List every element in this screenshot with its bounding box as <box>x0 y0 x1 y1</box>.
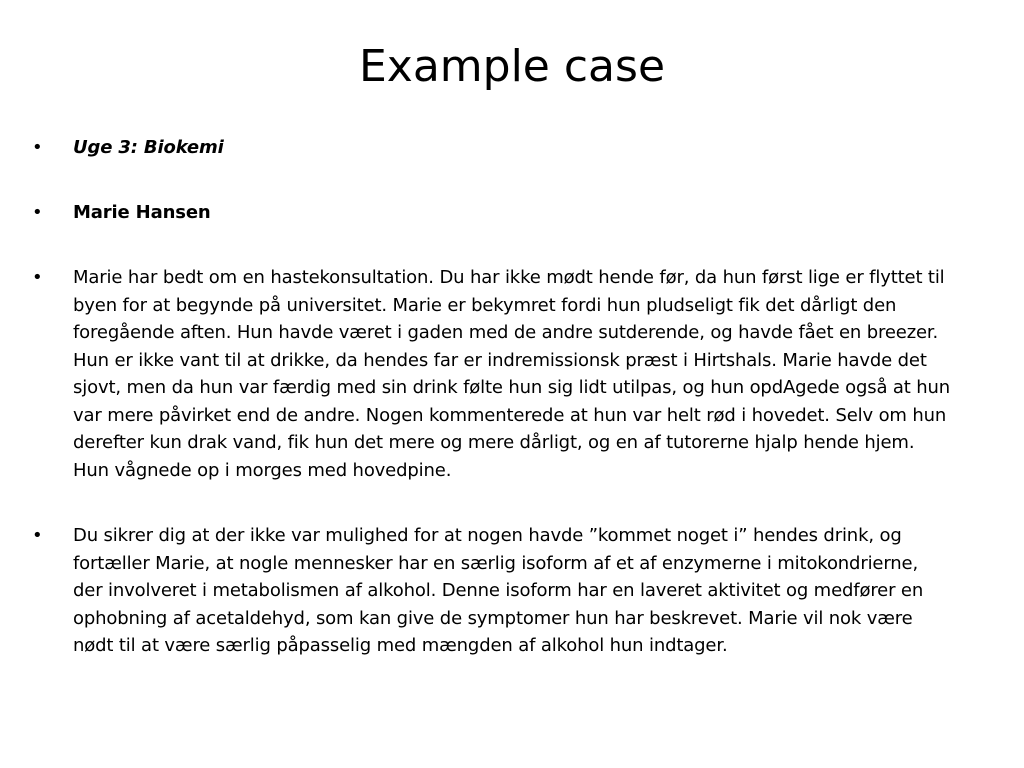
bullet-marker-icon: • <box>32 202 43 223</box>
bullet-text-case-description: Marie har bedt om en hastekonsultation. Du har ikke mødt hende før, da hun først lige er flyttet til byen for at begynde på universitet. Marie er bekymret fordi hun pludseligt fik det dårligt den foregående aften. Hun havde været i gaden med de andre sutderende, og havde fået en breezer. Hun er ikke vant til at drikke, da hendes far er indremissionsk præst i Hirtshals. Marie havde det sjovt, men da hun var færdig med sin drink følte hun sig lidt utilpas, og hun opdAgede også at hun var mere påvirket end de andre. Nogen kommenterede at hun var helt rød i hovedet. Selv om hun derefter kun drak vand, fik hun det mere og mere dårligt, og en af tutorerne hjalp hende hjem. Hun vågnede op i morges med hovedpine. <box>73 267 951 481</box>
bullet-text-week: Uge 3: Biokemi <box>73 137 224 158</box>
bullet-text-explanation: Du sikrer dig at der ikke var mulighed for at nogen havde ”kommet noget i” hendes drink, og fortæller Marie, at nogle mennesker har en særlig isoform af et af enzymerne i mitokondrierne, der involveret i metabolismen af alkohol. Denne isoform har en laveret aktivitet og medfører en ophobning af acetaldehyd, som kan give de symptomer hun har beskrevet. Marie vil nok være nødt til at være særlig påpasselig med mængden af alkohol hun indtager. <box>73 525 924 656</box>
slide-title: Example case <box>358 41 666 92</box>
bullet-marker-icon: • <box>32 267 43 288</box>
bullet-text-patient-name: Marie Hansen <box>73 202 211 223</box>
bullet-marker-icon: • <box>32 525 43 546</box>
bullet-marker-icon: • <box>32 137 43 158</box>
